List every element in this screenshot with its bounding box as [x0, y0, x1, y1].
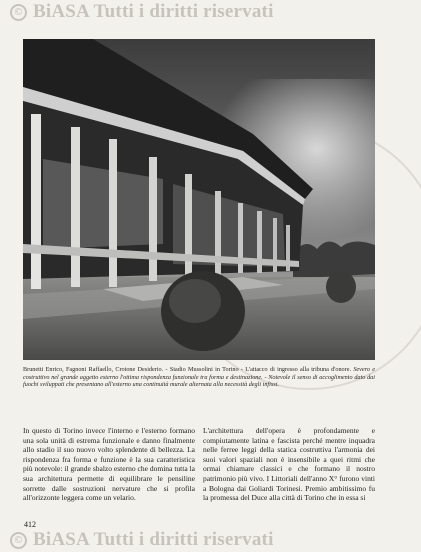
body-text-left-column: In questo di Torino invece l'interno e l'esterno formano una sola unità di estrema funzionale e danno finalmente allo stadio il suo nuovo volto splendente di bellezza. La rispondenza fra forma e funzione è la sua caratteristica più notevole: il grande sbalzo esterno che domina tutta la sua architettura permette di equilibrare le pensiline sorrette dalle sostruzioni nervature che si profila all'orizzonte leggera come un velario.	[23, 426, 195, 503]
watermark-text: BiASA Tutti i diritti riservati	[33, 529, 274, 550]
watermark-bottom	[0, 528, 421, 552]
body-text-right-column: L'architettura dell'opera è profondamente e compiutamente latina e fascista perché mentre inquadra nelle ferree leggi della statica costruttiva l'armonia dei suoi valori spaziali non è insensibile a quei ritmi che ormai chiamare classici e che formano il nostro patrimonio più vivo. I Littoriali dell'anno X° furono vinti a Bologna dai Goliardi Torinesi. Premio ambitissimo fu la promessa del Duce alla città di Torino che in essa si	[203, 426, 375, 503]
stadium-photo-illustration	[23, 39, 375, 360]
page-number: 412	[24, 520, 36, 529]
figure-caption	[23, 366, 375, 389]
watermark-top	[0, 0, 421, 24]
stadium-photograph	[23, 39, 375, 360]
copyright-icon: ©	[10, 532, 27, 549]
watermark-text: BiASA Tutti i diritti riservati	[33, 1, 274, 22]
copyright-icon: ©	[10, 4, 27, 21]
caption-credits: Brunetti Enrico, Fagnoni Raffaello, Crotone Desiderio. - Stadio Mussolini in Torino - L'attacco di ingresso alla tribuna d'onore.	[23, 366, 351, 373]
caption-description: Severo e costruttivo nel grande aggetto esterno l'ottima rispondenza funzionale tra forma e destinazione. - Notevole il senso di accoglimento dato dai fuochi sviluppati che presentano all'esterno una continuità murale alternata alla necessità degli infissi.	[23, 366, 375, 389]
